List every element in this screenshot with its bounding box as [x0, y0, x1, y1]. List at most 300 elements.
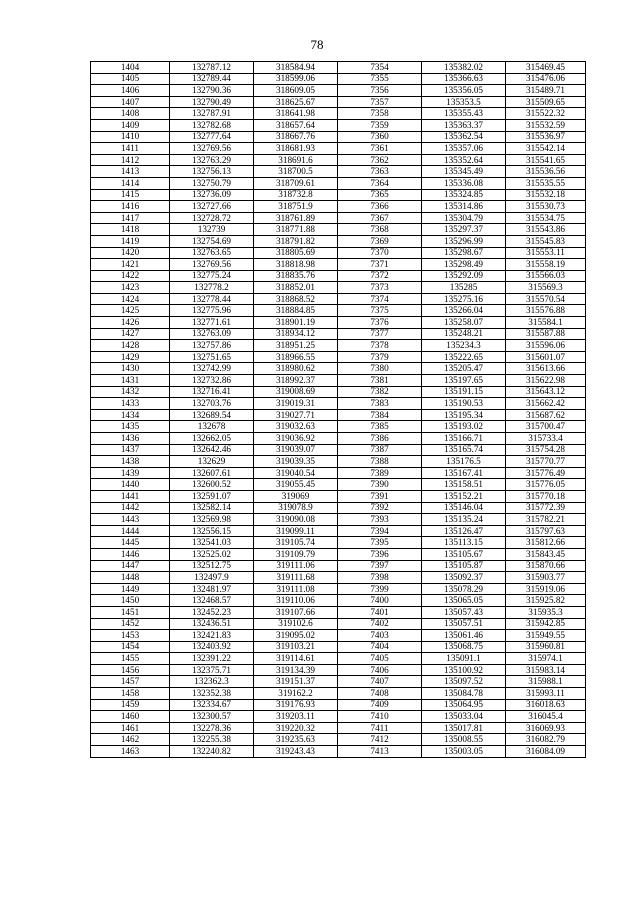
point-number-cell: 7357: [338, 96, 422, 108]
x-coordinate-cell: 132732.86: [170, 375, 254, 387]
x-coordinate-cell: 135091.1: [422, 653, 506, 665]
table-row: [91, 375, 586, 387]
x-coordinate-cell: 132300.57: [170, 711, 254, 723]
y-coordinate-cell: 319110.06: [254, 595, 338, 607]
point-number-cell: 1457: [91, 676, 170, 688]
x-coordinate-cell: 135152.21: [422, 490, 506, 502]
x-coordinate-cell: 132751.65: [170, 351, 254, 363]
y-coordinate-cell: 318681.93: [254, 143, 338, 155]
point-number-cell: 1449: [91, 583, 170, 595]
y-coordinate-cell: 315776.49: [506, 467, 586, 479]
y-coordinate-cell: 315770.18: [506, 490, 586, 502]
table-row: [91, 688, 586, 700]
point-number-cell: 7372: [338, 270, 422, 282]
point-number-cell: 1458: [91, 688, 170, 700]
table-row: [91, 502, 586, 514]
point-number-cell: 1427: [91, 328, 170, 340]
table-row: [91, 490, 586, 502]
x-coordinate-cell: 132742.99: [170, 363, 254, 375]
point-number-cell: 1444: [91, 525, 170, 537]
y-coordinate-cell: 315553.11: [506, 247, 586, 259]
table-row: [91, 340, 586, 352]
table-row: [91, 270, 586, 282]
x-coordinate-cell: 132736.09: [170, 189, 254, 201]
y-coordinate-cell: 315570.54: [506, 293, 586, 305]
y-coordinate-cell: 318901.19: [254, 317, 338, 329]
x-coordinate-cell: 135366.63: [422, 73, 506, 85]
table-row: [91, 583, 586, 595]
x-coordinate-cell: 132769.56: [170, 143, 254, 155]
point-number-cell: 1443: [91, 514, 170, 526]
y-coordinate-cell: 316018.63: [506, 699, 586, 711]
point-number-cell: 1409: [91, 119, 170, 131]
y-coordinate-cell: 318599.06: [254, 73, 338, 85]
y-coordinate-cell: 319102.6: [254, 618, 338, 630]
y-coordinate-cell: 319203.11: [254, 711, 338, 723]
y-coordinate-cell: 315960.81: [506, 641, 586, 653]
table-row: [91, 641, 586, 653]
x-coordinate-cell: 135146.04: [422, 502, 506, 514]
point-number-cell: 1433: [91, 398, 170, 410]
point-number-cell: 1451: [91, 606, 170, 618]
x-coordinate-cell: 132362.3: [170, 676, 254, 688]
y-coordinate-cell: 315532.59: [506, 119, 586, 131]
x-coordinate-cell: 132750.79: [170, 177, 254, 189]
x-coordinate-cell: 132525.02: [170, 548, 254, 560]
y-coordinate-cell: 315935.3: [506, 606, 586, 618]
point-number-cell: 7399: [338, 583, 422, 595]
x-coordinate-cell: 135126.47: [422, 525, 506, 537]
x-coordinate-cell: 135190.53: [422, 398, 506, 410]
point-number-cell: 1440: [91, 479, 170, 491]
x-coordinate-cell: 132716.41: [170, 386, 254, 398]
y-coordinate-cell: 315534.75: [506, 212, 586, 224]
point-number-cell: 1445: [91, 537, 170, 549]
x-coordinate-cell: 132436.51: [170, 618, 254, 630]
point-number-cell: 7361: [338, 143, 422, 155]
y-coordinate-cell: 315776.05: [506, 479, 586, 491]
point-number-cell: 1411: [91, 143, 170, 155]
point-number-cell: 7389: [338, 467, 422, 479]
point-number-cell: 7359: [338, 119, 422, 131]
y-coordinate-cell: 318751.9: [254, 201, 338, 213]
point-number-cell: 7375: [338, 305, 422, 317]
point-number-cell: 1453: [91, 630, 170, 642]
point-number-cell: 7382: [338, 386, 422, 398]
x-coordinate-cell: 135097.52: [422, 676, 506, 688]
y-coordinate-cell: 315733.4: [506, 433, 586, 445]
point-number-cell: 7407: [338, 676, 422, 688]
x-coordinate-cell: 135292.09: [422, 270, 506, 282]
x-coordinate-cell: 135195.34: [422, 409, 506, 421]
point-number-cell: 1442: [91, 502, 170, 514]
x-coordinate-cell: 132775.24: [170, 270, 254, 282]
y-coordinate-cell: 315522.32: [506, 108, 586, 120]
point-number-cell: 7369: [338, 235, 422, 247]
y-coordinate-cell: 318700.5: [254, 166, 338, 178]
point-number-cell: 1420: [91, 247, 170, 259]
y-coordinate-cell: 315643.12: [506, 386, 586, 398]
table-row: [91, 456, 586, 468]
x-coordinate-cell: 132777.64: [170, 131, 254, 143]
y-coordinate-cell: 318934.12: [254, 328, 338, 340]
x-coordinate-cell: 135356.05: [422, 85, 506, 97]
point-number-cell: 7409: [338, 699, 422, 711]
y-coordinate-cell: 315469.45: [506, 62, 586, 74]
y-coordinate-cell: 318884.85: [254, 305, 338, 317]
y-coordinate-cell: 319008.69: [254, 386, 338, 398]
y-coordinate-cell: 316082.79: [506, 734, 586, 746]
point-number-cell: 7387: [338, 444, 422, 456]
point-number-cell: 1455: [91, 653, 170, 665]
table-row: [91, 363, 586, 375]
table-row: [91, 96, 586, 108]
y-coordinate-cell: 318951.25: [254, 340, 338, 352]
x-coordinate-cell: 135008.55: [422, 734, 506, 746]
table-row: [91, 398, 586, 410]
point-number-cell: 7405: [338, 653, 422, 665]
table-row: [91, 560, 586, 572]
point-number-cell: 1441: [91, 490, 170, 502]
point-number-cell: 1454: [91, 641, 170, 653]
x-coordinate-cell: 135285: [422, 282, 506, 294]
y-coordinate-cell: 315662.42: [506, 398, 586, 410]
y-coordinate-cell: 319109.79: [254, 548, 338, 560]
y-coordinate-cell: 315596.06: [506, 340, 586, 352]
point-number-cell: 1439: [91, 467, 170, 479]
y-coordinate-cell: 315974.1: [506, 653, 586, 665]
table-row: [91, 653, 586, 665]
point-number-cell: 7412: [338, 734, 422, 746]
point-number-cell: 1434: [91, 409, 170, 421]
point-number-cell: 7402: [338, 618, 422, 630]
point-number-cell: 1438: [91, 456, 170, 468]
x-coordinate-cell: 132403.92: [170, 641, 254, 653]
x-coordinate-cell: 132771.61: [170, 317, 254, 329]
point-number-cell: 7393: [338, 514, 422, 526]
point-number-cell: 1461: [91, 722, 170, 734]
point-number-cell: 7378: [338, 340, 422, 352]
point-number-cell: 1446: [91, 548, 170, 560]
point-number-cell: 1416: [91, 201, 170, 213]
y-coordinate-cell: 319069: [254, 490, 338, 502]
y-coordinate-cell: 315772.39: [506, 502, 586, 514]
point-number-cell: 7396: [338, 548, 422, 560]
point-number-cell: 1407: [91, 96, 170, 108]
point-number-cell: 1417: [91, 212, 170, 224]
y-coordinate-cell: 319105.74: [254, 537, 338, 549]
point-number-cell: 1424: [91, 293, 170, 305]
x-coordinate-cell: 135234.3: [422, 340, 506, 352]
y-coordinate-cell: 315919.06: [506, 583, 586, 595]
point-number-cell: 7376: [338, 317, 422, 329]
y-coordinate-cell: 315988.1: [506, 676, 586, 688]
x-coordinate-cell: 132421.83: [170, 630, 254, 642]
point-number-cell: 1431: [91, 375, 170, 387]
y-coordinate-cell: 319027.71: [254, 409, 338, 421]
point-number-cell: 7391: [338, 490, 422, 502]
x-coordinate-cell: 132629: [170, 456, 254, 468]
y-coordinate-cell: 318584.94: [254, 62, 338, 74]
point-number-cell: 1452: [91, 618, 170, 630]
x-coordinate-cell: 135113.15: [422, 537, 506, 549]
x-coordinate-cell: 132375.71: [170, 664, 254, 676]
x-coordinate-cell: 135135.24: [422, 514, 506, 526]
x-coordinate-cell: 135314.86: [422, 201, 506, 213]
table-row: [91, 201, 586, 213]
point-number-cell: 1450: [91, 595, 170, 607]
x-coordinate-cell: 132787.91: [170, 108, 254, 120]
y-coordinate-cell: 315543.86: [506, 224, 586, 236]
x-coordinate-cell: 132600.52: [170, 479, 254, 491]
x-coordinate-cell: 135033.04: [422, 711, 506, 723]
table-row: [91, 664, 586, 676]
table-row: [91, 606, 586, 618]
table-row: [91, 212, 586, 224]
x-coordinate-cell: 132541.03: [170, 537, 254, 549]
point-number-cell: 7383: [338, 398, 422, 410]
x-coordinate-cell: 132790.36: [170, 85, 254, 97]
table-row: [91, 351, 586, 363]
table-row: [91, 177, 586, 189]
point-number-cell: 7385: [338, 421, 422, 433]
y-coordinate-cell: 315601.07: [506, 351, 586, 363]
table-row: [91, 235, 586, 247]
y-coordinate-cell: 315509.65: [506, 96, 586, 108]
x-coordinate-cell: 135193.02: [422, 421, 506, 433]
point-number-cell: 7401: [338, 606, 422, 618]
table-row: [91, 595, 586, 607]
point-number-cell: 1430: [91, 363, 170, 375]
coordinates-table-body: [91, 62, 586, 758]
x-coordinate-cell: 132497.9: [170, 572, 254, 584]
table-row: [91, 259, 586, 271]
point-number-cell: 1436: [91, 433, 170, 445]
y-coordinate-cell: 315587.88: [506, 328, 586, 340]
x-coordinate-cell: 135092.37: [422, 572, 506, 584]
x-coordinate-cell: 135353.5: [422, 96, 506, 108]
x-coordinate-cell: 135165.74: [422, 444, 506, 456]
point-number-cell: 7380: [338, 363, 422, 375]
table-row: [91, 189, 586, 201]
x-coordinate-cell: 135222.65: [422, 351, 506, 363]
table-row: [91, 328, 586, 340]
y-coordinate-cell: 315558.19: [506, 259, 586, 271]
y-coordinate-cell: 315903.77: [506, 572, 586, 584]
x-coordinate-cell: 135362.54: [422, 131, 506, 143]
table-row: [91, 224, 586, 236]
point-number-cell: 7403: [338, 630, 422, 642]
y-coordinate-cell: 315476.06: [506, 73, 586, 85]
x-coordinate-cell: 135100.92: [422, 664, 506, 676]
point-number-cell: 7354: [338, 62, 422, 74]
point-number-cell: 7374: [338, 293, 422, 305]
point-number-cell: 7398: [338, 572, 422, 584]
y-coordinate-cell: 315797.63: [506, 525, 586, 537]
point-number-cell: 1462: [91, 734, 170, 746]
x-coordinate-cell: 132556.15: [170, 525, 254, 537]
table-row: [91, 421, 586, 433]
y-coordinate-cell: 318980.62: [254, 363, 338, 375]
y-coordinate-cell: 315687.62: [506, 409, 586, 421]
point-number-cell: 7413: [338, 746, 422, 758]
y-coordinate-cell: 319111.06: [254, 560, 338, 572]
y-coordinate-cell: 315536.56: [506, 166, 586, 178]
y-coordinate-cell: 315925.82: [506, 595, 586, 607]
table-row: [91, 85, 586, 97]
y-coordinate-cell: 319019.31: [254, 398, 338, 410]
point-number-cell: 7384: [338, 409, 422, 421]
table-row: [91, 305, 586, 317]
x-coordinate-cell: 132778.2: [170, 282, 254, 294]
x-coordinate-cell: 132739: [170, 224, 254, 236]
point-number-cell: 1437: [91, 444, 170, 456]
y-coordinate-cell: 319111.68: [254, 572, 338, 584]
y-coordinate-cell: 318609.05: [254, 85, 338, 97]
table-row: [91, 386, 586, 398]
x-coordinate-cell: 132481.97: [170, 583, 254, 595]
x-coordinate-cell: 135363.37: [422, 119, 506, 131]
point-number-cell: 7411: [338, 722, 422, 734]
y-coordinate-cell: 318868.52: [254, 293, 338, 305]
y-coordinate-cell: 318852.01: [254, 282, 338, 294]
y-coordinate-cell: 318835.76: [254, 270, 338, 282]
y-coordinate-cell: 319162.2: [254, 688, 338, 700]
y-coordinate-cell: 319099.11: [254, 525, 338, 537]
x-coordinate-cell: 132763.09: [170, 328, 254, 340]
x-coordinate-cell: 132255.38: [170, 734, 254, 746]
y-coordinate-cell: 318641.98: [254, 108, 338, 120]
x-coordinate-cell: 135352.64: [422, 154, 506, 166]
x-coordinate-cell: 132569.98: [170, 514, 254, 526]
point-number-cell: 7355: [338, 73, 422, 85]
point-number-cell: 7392: [338, 502, 422, 514]
y-coordinate-cell: 315949.55: [506, 630, 586, 642]
point-number-cell: 1421: [91, 259, 170, 271]
y-coordinate-cell: 319220.32: [254, 722, 338, 734]
point-number-cell: 1418: [91, 224, 170, 236]
y-coordinate-cell: 319078.9: [254, 502, 338, 514]
x-coordinate-cell: 135061.46: [422, 630, 506, 642]
table-row: [91, 247, 586, 259]
x-coordinate-cell: 132782.68: [170, 119, 254, 131]
y-coordinate-cell: 315536.97: [506, 131, 586, 143]
point-number-cell: 1414: [91, 177, 170, 189]
table-row: [91, 409, 586, 421]
y-coordinate-cell: 319243.43: [254, 746, 338, 758]
point-number-cell: 1415: [91, 189, 170, 201]
point-number-cell: 1456: [91, 664, 170, 676]
x-coordinate-cell: 135065.05: [422, 595, 506, 607]
y-coordinate-cell: 315843.45: [506, 548, 586, 560]
point-number-cell: 7406: [338, 664, 422, 676]
x-coordinate-cell: 132391.22: [170, 653, 254, 665]
y-coordinate-cell: 318966.55: [254, 351, 338, 363]
x-coordinate-cell: 135266.04: [422, 305, 506, 317]
x-coordinate-cell: 132240.82: [170, 746, 254, 758]
x-coordinate-cell: 135296.99: [422, 235, 506, 247]
table-row: [91, 537, 586, 549]
point-number-cell: 7394: [338, 525, 422, 537]
point-number-cell: 1410: [91, 131, 170, 143]
y-coordinate-cell: 315530.73: [506, 201, 586, 213]
x-coordinate-cell: 132757.86: [170, 340, 254, 352]
point-number-cell: 1422: [91, 270, 170, 282]
point-number-cell: 1463: [91, 746, 170, 758]
x-coordinate-cell: 135205.47: [422, 363, 506, 375]
x-coordinate-cell: 135017.81: [422, 722, 506, 734]
y-coordinate-cell: 315532.18: [506, 189, 586, 201]
x-coordinate-cell: 135197.65: [422, 375, 506, 387]
point-number-cell: 1428: [91, 340, 170, 352]
point-number-cell: 1425: [91, 305, 170, 317]
point-number-cell: 7362: [338, 154, 422, 166]
y-coordinate-cell: 319039.07: [254, 444, 338, 456]
point-number-cell: 7404: [338, 641, 422, 653]
y-coordinate-cell: 316045.4: [506, 711, 586, 723]
y-coordinate-cell: 318625.67: [254, 96, 338, 108]
point-number-cell: 7358: [338, 108, 422, 120]
point-number-cell: 7400: [338, 595, 422, 607]
x-coordinate-cell: 132468.57: [170, 595, 254, 607]
table-row: [91, 572, 586, 584]
table-row: [91, 154, 586, 166]
table-row: [91, 119, 586, 131]
page-number: 78: [310, 37, 324, 52]
table-row: [91, 548, 586, 560]
y-coordinate-cell: 315983.14: [506, 664, 586, 676]
x-coordinate-cell: 135298.49: [422, 259, 506, 271]
point-number-cell: 7368: [338, 224, 422, 236]
y-coordinate-cell: 319055.45: [254, 479, 338, 491]
x-coordinate-cell: 132642.46: [170, 444, 254, 456]
point-number-cell: 7365: [338, 189, 422, 201]
y-coordinate-cell: 318791.82: [254, 235, 338, 247]
x-coordinate-cell: 132778.44: [170, 293, 254, 305]
y-coordinate-cell: 315782.21: [506, 514, 586, 526]
table-row: [91, 479, 586, 491]
y-coordinate-cell: 319103.21: [254, 641, 338, 653]
y-coordinate-cell: 315754.28: [506, 444, 586, 456]
point-number-cell: 7386: [338, 433, 422, 445]
y-coordinate-cell: 319134.39: [254, 664, 338, 676]
point-number-cell: 7371: [338, 259, 422, 271]
x-coordinate-cell: 135275.16: [422, 293, 506, 305]
x-coordinate-cell: 135298.67: [422, 247, 506, 259]
x-coordinate-cell: 135105.67: [422, 548, 506, 560]
x-coordinate-cell: 135078.29: [422, 583, 506, 595]
table-row: [91, 630, 586, 642]
point-number-cell: 1413: [91, 166, 170, 178]
table-row: [91, 676, 586, 688]
table-row: [91, 514, 586, 526]
y-coordinate-cell: 318709.61: [254, 177, 338, 189]
point-number-cell: 7370: [338, 247, 422, 259]
table-row: [91, 293, 586, 305]
y-coordinate-cell: 315993.11: [506, 688, 586, 700]
table-row: [91, 62, 586, 74]
point-number-cell: 1460: [91, 711, 170, 723]
table-row: [91, 131, 586, 143]
table-row: [91, 467, 586, 479]
point-number-cell: 7395: [338, 537, 422, 549]
point-number-cell: 1423: [91, 282, 170, 294]
x-coordinate-cell: 135068.75: [422, 641, 506, 653]
point-number-cell: 1435: [91, 421, 170, 433]
x-coordinate-cell: 135057.43: [422, 606, 506, 618]
coordinates-table: [90, 61, 586, 758]
x-coordinate-cell: 132756.13: [170, 166, 254, 178]
